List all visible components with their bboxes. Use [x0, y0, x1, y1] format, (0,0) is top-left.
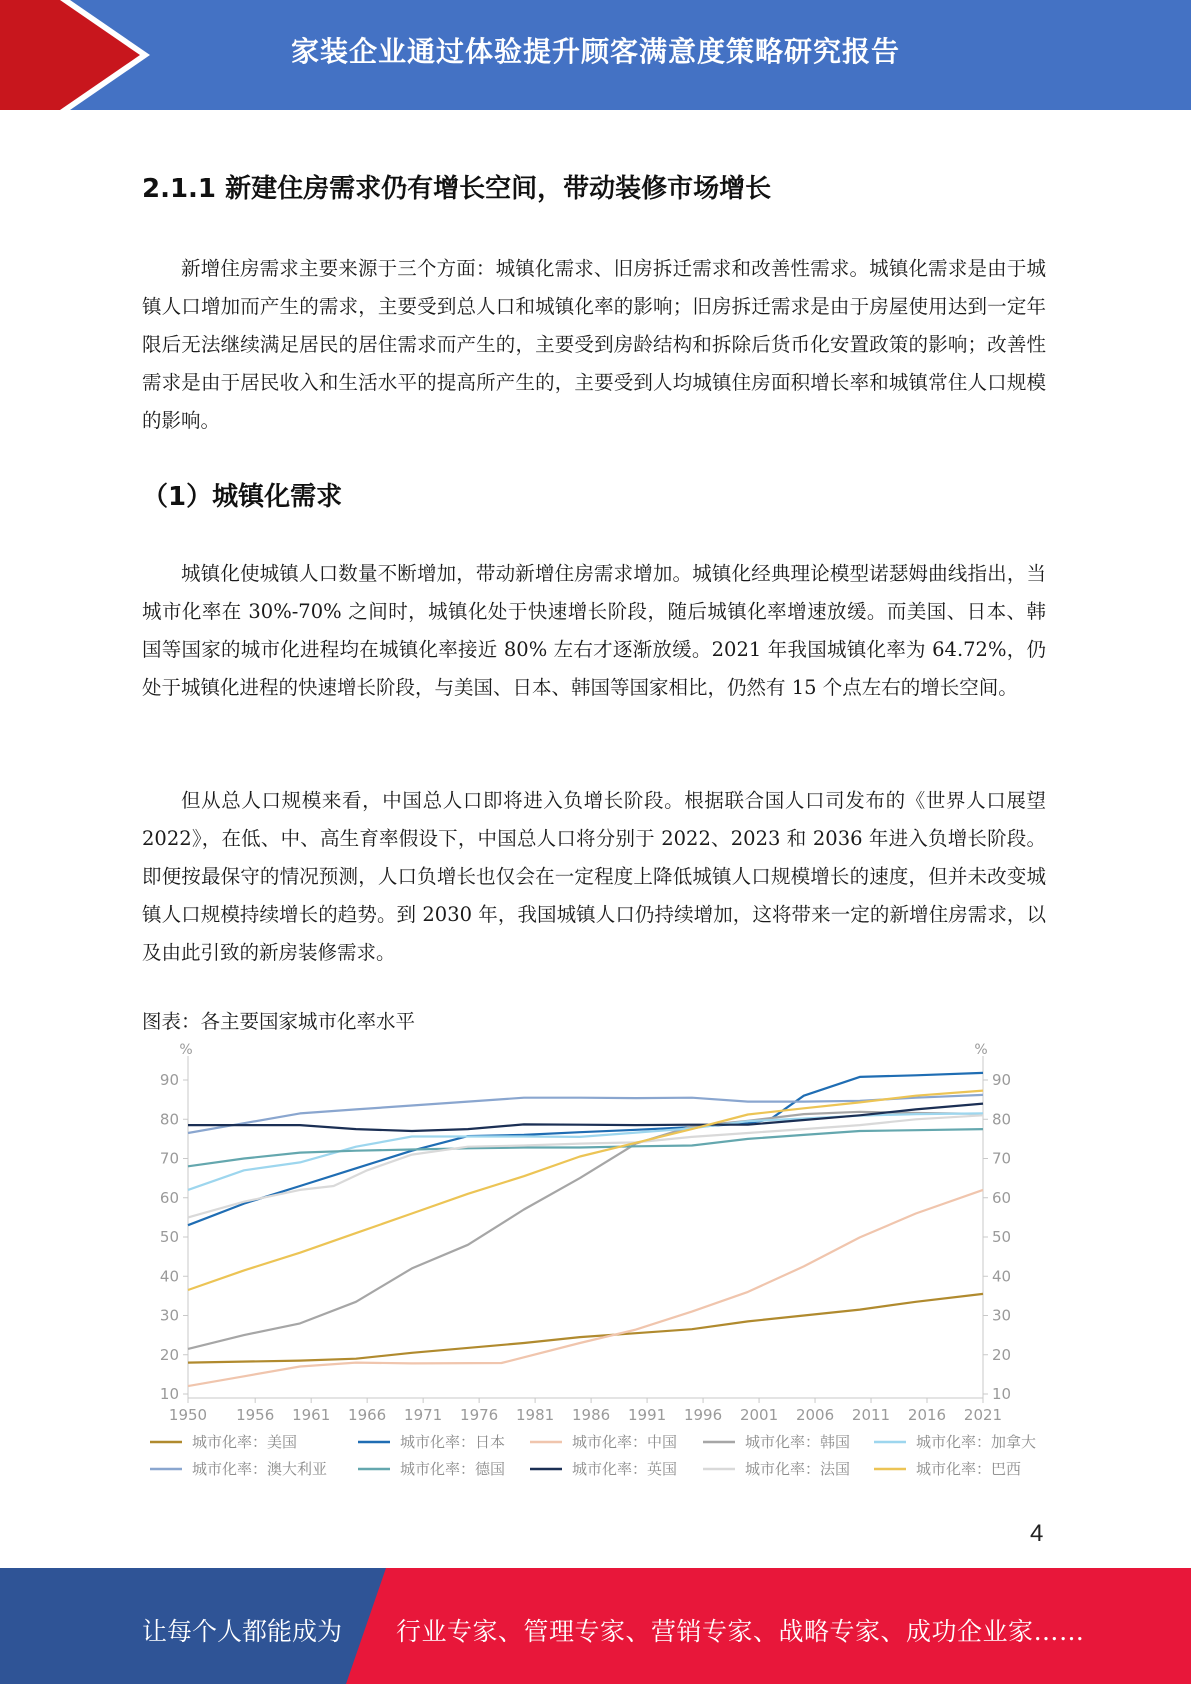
x-tick-label: 1996: [683, 1406, 723, 1424]
y-unit-right: %: [974, 1042, 988, 1058]
x-tick-label: 1986: [572, 1406, 611, 1424]
series-line-2: [188, 1073, 983, 1225]
series-line-3: [188, 1190, 983, 1386]
y-tick-label-right: 50: [992, 1228, 1012, 1246]
y-tick-label-left: 50: [159, 1228, 179, 1246]
x-tick-label: 1971: [404, 1406, 443, 1424]
legend-label-8: 城市化率：英国: [572, 1460, 678, 1478]
x-tick-label: 1966: [348, 1406, 387, 1424]
y-unit-left: %: [179, 1042, 193, 1058]
legend-label-7: 城市化率：德国: [400, 1460, 506, 1478]
y-tick-label-left: 60: [159, 1188, 179, 1207]
x-tick-label: 1961: [292, 1406, 331, 1424]
x-tick-label: 2006: [795, 1406, 835, 1424]
x-tick-label: 1981: [516, 1406, 555, 1424]
series-line-8: [188, 1104, 983, 1131]
subsection-title: （1）城镇化需求: [142, 482, 343, 512]
legend-label-4: 城市化率：韩国: [745, 1433, 851, 1451]
chart-legend: [150, 1433, 1036, 1478]
urbanization-line-chart: [140, 1038, 1060, 1498]
legend-label-1: 城市化率：美国: [192, 1433, 298, 1451]
y-tick-label-right: 40: [992, 1267, 1012, 1286]
header-title: 家装企业通过体验提升顾客满意度策略研究报告: [290, 35, 900, 68]
y-tick-label-right: 70: [992, 1149, 1012, 1168]
paragraph-1: 新增住房需求主要来源于三个方面：城镇化需求、旧房拆迁需求和改善性需求。城镇化需求是由于城镇人口增加而产生的需求，主要受到总人口和城镇化率的影响；旧房拆迁需求是由于房屋使用达到一定年限后无法继续满足居民的居住需求而产生的，主要受到房龄结构和拆除后货币化安置政策的影响；改善性需求是由于居民收入和生活水平的提高所产生的，主要受到人均城镇住房面积增长率和城镇常住人口规模的影响。: [142, 257, 1046, 432]
legend-label-10: 城市化率：巴西: [916, 1460, 1022, 1478]
legend-label-5: 城市化率：加拿大: [916, 1433, 1037, 1451]
y-tick-label-right: 80: [992, 1110, 1012, 1129]
legend-label-9: 城市化率：法国: [745, 1460, 851, 1478]
y-tick-label-right: 90: [992, 1071, 1012, 1089]
x-tick-label: 2021: [963, 1406, 1003, 1424]
x-tick-label: 2016: [907, 1406, 947, 1424]
x-tick-label: 1976: [460, 1406, 499, 1424]
footer-right-text: 行业专家、管理专家、营销专家、战略专家、成功企业家……: [396, 1617, 1085, 1646]
legend-label-3: 城市化率：中国: [572, 1433, 678, 1451]
paragraph-3: 但从总人口规模来看，中国总人口即将进入负增长阶段。根据联合国人口司发布的《世界人口展望 2022》，在低、中、高生育率假设下，中国总人口将分别于 2022、2023 和 2036 年进入负增长阶段。即便按最保守的情况预测，人口负增长也仅会在一定程度上降低城镇人口规模增长的速度，但并未改变城镇人口规模持续增长的趋势。到 2030 年，我国城镇人口仍持续增加，这将带来一定的新增住房需求，以及由此引致的新房装修需求。: [142, 789, 1046, 964]
y-tick-label-left: 90: [159, 1071, 179, 1089]
y-tick-label-right: 10: [992, 1385, 1012, 1403]
y-tick-label-right: 30: [992, 1306, 1012, 1325]
y-tick-label-left: 20: [159, 1345, 179, 1364]
x-tick-label: 1956: [236, 1406, 275, 1424]
footer-left-text: 让每个人都能成为: [142, 1617, 343, 1646]
page-number: 4: [1030, 1520, 1044, 1547]
x-tick-label: 2011: [851, 1406, 891, 1424]
y-tick-label-left: 40: [159, 1267, 179, 1286]
section-title: 2.1.1 新建住房需求仍有增长空间，带动装修市场增长: [142, 174, 772, 204]
figure-caption: 图表：各主要国家城市化率水平: [142, 1010, 416, 1033]
page-header: [0, 0, 1191, 110]
legend-label-6: 城市化率：澳大利亚: [192, 1460, 328, 1478]
series-line-10: [188, 1091, 983, 1290]
y-tick-label-left: 30: [159, 1306, 179, 1325]
x-tick-label: 1991: [627, 1406, 667, 1424]
x-tick-label: 1950: [168, 1406, 208, 1424]
x-tick-label: 2001: [739, 1406, 779, 1424]
series-line-1: [188, 1294, 983, 1363]
legend-label-2: 城市化率：日本: [400, 1433, 506, 1451]
paragraph-2: 城镇化使城镇人口数量不断增加，带动新增住房需求增加。城镇化经典理论模型诺瑟姆曲线指出，当城市化率在 30%-70% 之间时，城镇化处于快速增长阶段，随后城镇化率增速放缓。而美国、日本、韩国等国家的城市化进程均在城镇化率接近 80% 左右才逐渐放缓。2021 年我国城镇化率为 64.72%，仍处于城镇化进程的快速增长阶段，与美国、日本、韩国等国家相比，仍然有 15 个点左右的增长空间。: [142, 562, 1046, 699]
y-tick-label-right: 60: [992, 1188, 1012, 1207]
y-tick-label-left: 80: [159, 1110, 179, 1129]
y-tick-label-left: 70: [159, 1149, 179, 1168]
y-tick-label-right: 20: [992, 1345, 1012, 1364]
chart-lines: [188, 1073, 983, 1386]
y-tick-label-left: 10: [159, 1385, 179, 1403]
